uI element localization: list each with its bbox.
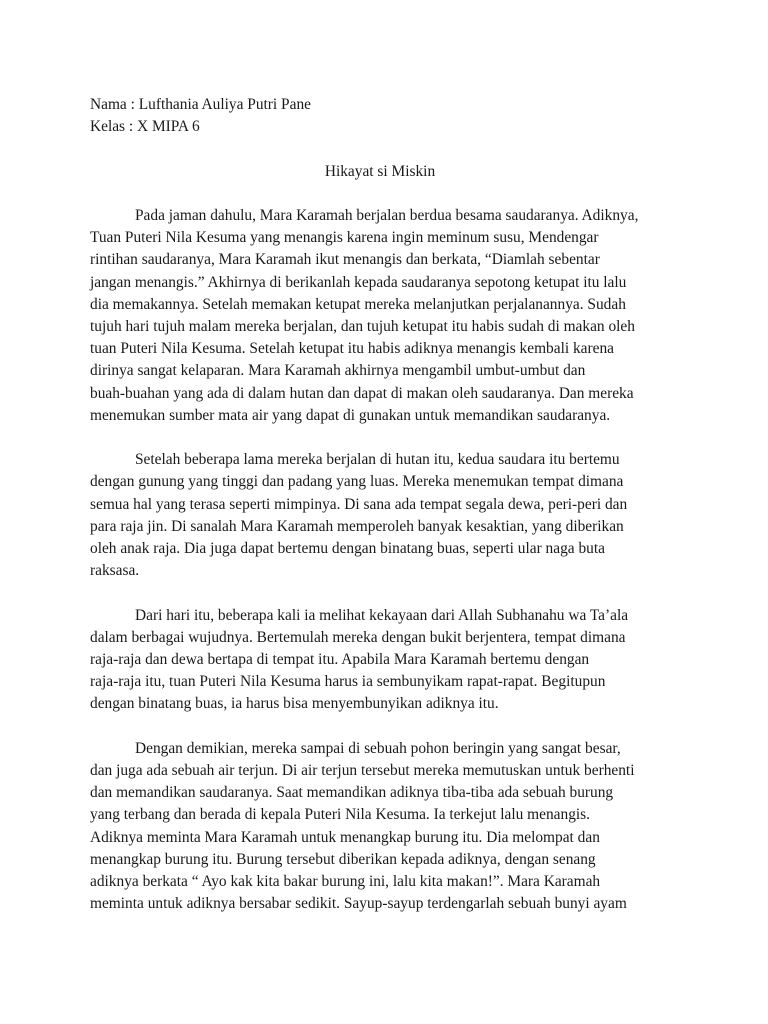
text-line: raja-raja itu, tuan Puteri Nila Kesuma harus ia sembunyikam rapat-rapat. Begitupun: [90, 673, 606, 691]
text-line: yang terbang dan berada di kepala Puteri Nila Kesuma. Ia terkejut lalu menangis.: [90, 806, 591, 824]
student-name-line: Nama : Lufthania Auliya Putri Pane: [90, 96, 311, 113]
text-line: para raja jin. Di sanalah Mara Karamah memperoleh banyak kesaktian, yang diberikan: [90, 517, 624, 535]
paragraph: [90, 605, 674, 716]
document-title: Hikayat si Miskin: [324, 163, 436, 180]
text-line: adiknya berkata “ Ayo kak kita bakar burung ini, lalu kita makan!”. Mara Karamah: [90, 873, 601, 891]
text-line: jangan menangis.” Akhirnya di berikanlah kepada saudaranya sepotong ketupat itu lalu: [90, 273, 627, 291]
paragraph: [90, 449, 674, 582]
text-line: raksasa.: [90, 562, 140, 580]
text-line: Dari hari itu, beberapa kali ia melihat kekayaan dari Allah Subhanahu wa Ta’ala: [135, 606, 629, 624]
document-body: [90, 205, 674, 938]
text-line: dan juga ada sebuah air terjun. Di air terjun tersebut mereka memutuskan untuk berhenti: [90, 762, 635, 780]
text-line: buah-buahan yang ada di dalam hutan dan dapat di makan oleh saudaranya. Dan mereka: [90, 384, 634, 402]
text-line: dirinya sangat kelaparan. Mara Karamah akhirnya mengambil umbut-umbut dan: [90, 362, 586, 380]
text-line: dengan binatang buas, ia harus bisa menyembunyikan adiknya itu.: [90, 695, 499, 713]
text-line: menemukan sumber mata air yang dapat di gunakan untuk memandikan saudaranya.: [90, 406, 611, 424]
text-line: tuan Puteri Nila Kesuma. Setelah ketupat itu habis adiknya menangis kembali karena: [90, 340, 614, 358]
text-line: dia memakannya. Setelah memakan ketupat mereka melanjutkan perjalanannya. Sudah: [90, 295, 626, 313]
student-header: [90, 94, 690, 138]
paragraph: [90, 738, 674, 916]
text-line: dan memandikan saudaranya. Saat memandikan adiknya tiba-tiba ada sebuah burung: [90, 784, 614, 802]
text-line: Pada jaman dahulu, Mara Karamah berjalan berdua besama saudaranya. Adiknya,: [135, 207, 639, 224]
text-line: Dengan demikian, mereka sampai di sebuah pohon beringin yang sangat besar,: [135, 739, 621, 757]
text-line: tujuh hari tujuh malam mereka berjalan, dan tujuh ketupat itu habis sudah di makan oleh: [90, 318, 635, 336]
text-line: dalam berbagai wujudnya. Bertemulah mereka dengan bukit berjentera, tempat dimana: [90, 628, 626, 646]
text-line: meminta untuk adiknya bersabar sedikit. Sayup-sayup terdengarlah sebuah bunyi ayam: [90, 895, 627, 913]
text-line: raja-raja dan dewa bertapa di tempat itu. Apabila Mara Karamah bertemu dengan: [90, 651, 590, 669]
text-line: oleh anak raja. Dia juga dapat bertemu dengan binatang buas, seperti ular naga buta: [90, 540, 605, 558]
paragraph: [90, 205, 674, 427]
student-class-line: Kelas : X MIPA 6: [90, 118, 200, 136]
text-line: Tuan Puteri Nila Kesuma yang menangis karena ingin meminum susu, Mendengar: [90, 229, 599, 247]
text-line: menangkap burung itu. Burung tersebut diberikan kepada adiknya, dengan senang: [90, 850, 596, 868]
text-line: rintihan saudaranya, Mara Karamah ikut menangis dan berkata, “Diamlah sebentar: [90, 251, 600, 269]
text-line: Setelah beberapa lama mereka berjalan di hutan itu, kedua saudara itu bertemu: [135, 451, 620, 469]
text-line: dengan gunung yang tinggi dan padang yang luas. Mereka menemukan tempat dimana: [90, 473, 624, 491]
text-line: semua hal yang terasa seperti mimpinya. Di sana ada tempat segala dewa, peri-peri dan: [90, 495, 628, 513]
text-line: Adiknya meminta Mara Karamah untuk menangkap burung itu. Dia melompat dan: [90, 828, 600, 846]
